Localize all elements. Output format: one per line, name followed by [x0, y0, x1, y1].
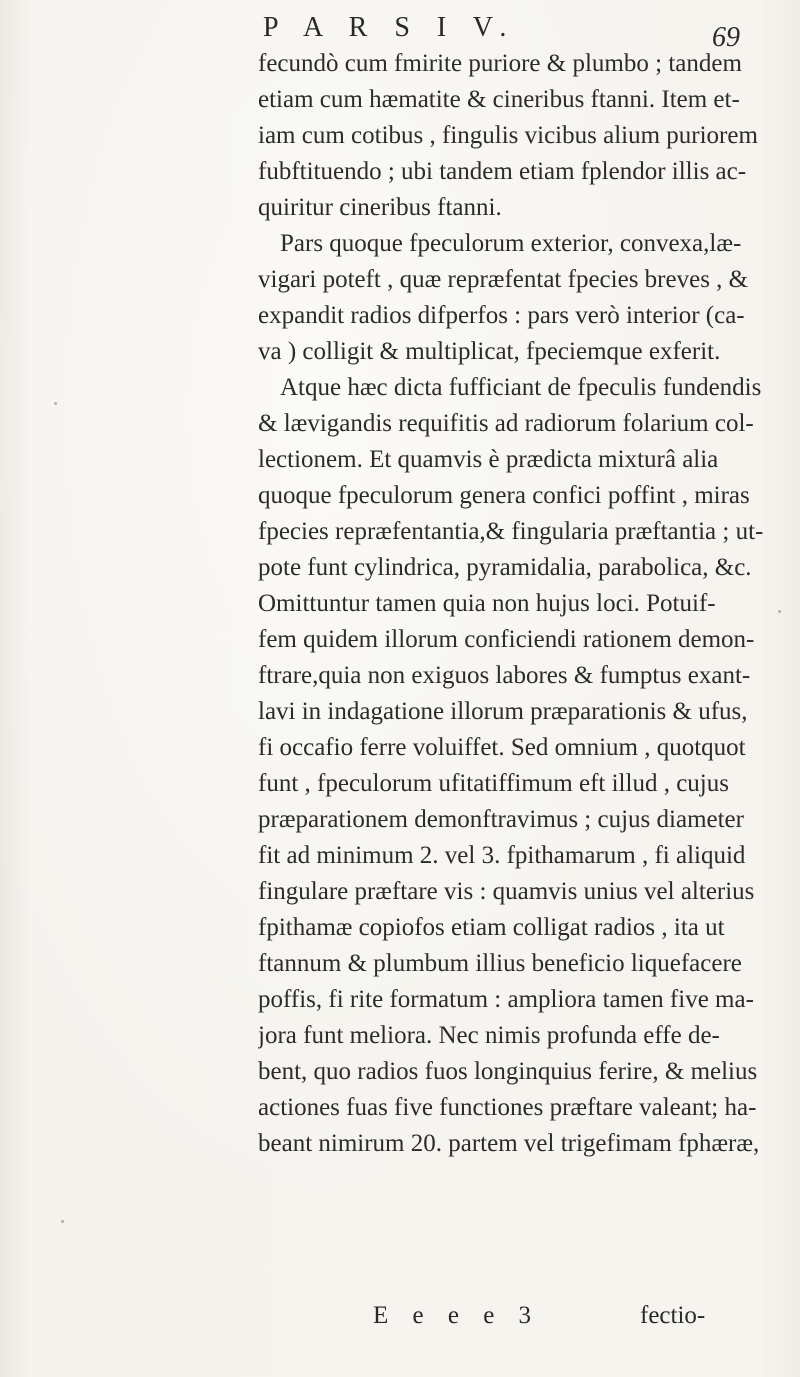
page-number: 69 [712, 22, 740, 53]
text-line: expandit radios difperfos : pars verò interior (ca- [258, 302, 745, 329]
text-line: præparationem demonftravimus ; cujus diameter [258, 806, 744, 833]
text-line: va ) colligit & multiplicat, fpeciemque exferit. [258, 338, 721, 365]
running-head: P A R S I V. [263, 12, 517, 43]
paper-speck [54, 402, 57, 405]
text-line: ftrare,quia non exiguos labores & fumptus exant- [258, 662, 751, 689]
text-line: fubftituendo ; ubi tandem etiam fplendor illis ac- [258, 158, 747, 185]
text-line: funt , fpeculorum ufitatiffimum eft illud , cujus [258, 770, 729, 797]
text-line: Atque hæc dicta fufficiant de fpeculis fundendis [280, 374, 762, 401]
paper-speck [778, 610, 781, 613]
text-line: lectionem. Et quamvis è prædicta mixturâ alia [258, 446, 719, 473]
signature-mark: E e e e 3 [373, 1302, 541, 1329]
text-line: quoque fpeculorum genera confici poffint , miras [258, 482, 750, 509]
text-line: fpecies repræfentantia,& fingularia præftantia ; ut- [258, 518, 764, 545]
text-line: fi occafio ferre voluiffet. Sed omnium , quotquot [258, 734, 746, 761]
text-line: fingulare præftare vis : quamvis unius vel alterius [258, 878, 755, 905]
paper-speck [61, 1220, 64, 1223]
text-line: lavi in indagatione illorum præparationis & ufus, [258, 698, 748, 725]
text-line: bent, quo radios fuos longinquius ferire, & melius [258, 1058, 758, 1085]
text-line: iam cum cotibus , fingulis vicibus alium puriorem [258, 122, 758, 149]
text-line: fecundò cum fmirite puriore & plumbo ; tandem [258, 50, 742, 77]
text-line: beant nimirum 20. partem vel trigefimam fphæræ, [258, 1130, 760, 1157]
catchword: fectio- [640, 1302, 706, 1329]
text-line: actiones fuas five functiones præftare valeant; ha- [258, 1094, 757, 1121]
page-footer [0, 1302, 800, 1342]
text-line: etiam cum hæmatite & cineribus ftanni. Item et- [258, 86, 740, 113]
text-line: fpithamæ copiofos etiam colligat radios , ita ut [258, 914, 725, 941]
text-line: Omittuntur tamen quia non hujus loci. Potuif- [258, 590, 716, 617]
text-line: Pars quoque fpeculorum exterior, convexa,læ- [280, 230, 742, 257]
text-line: & lævigandis requifitis ad radiorum folarium col- [258, 410, 754, 437]
text-line: fit ad minimum 2. vel 3. fpithamarum , fi aliquid [258, 842, 746, 869]
text-line: jora funt meliora. Nec nimis profunda effe de- [258, 1022, 720, 1049]
text-line: fem quidem illorum conficiendi rationem demon- [258, 626, 755, 653]
text-line: pote funt cylindrica, pyramidalia, parabolica, &c. [258, 554, 752, 581]
text-line: vigari poteft , quæ repræfentat fpecies breves , & [258, 266, 749, 293]
text-line: poffis, fi rite formatum : ampliora tamen five ma- [258, 986, 754, 1013]
text-line: quiritur cineribus ftanni. [258, 194, 502, 221]
text-line: ftannum & plumbum illius beneficio liquefacere [258, 950, 742, 977]
body-text [258, 46, 790, 1162]
